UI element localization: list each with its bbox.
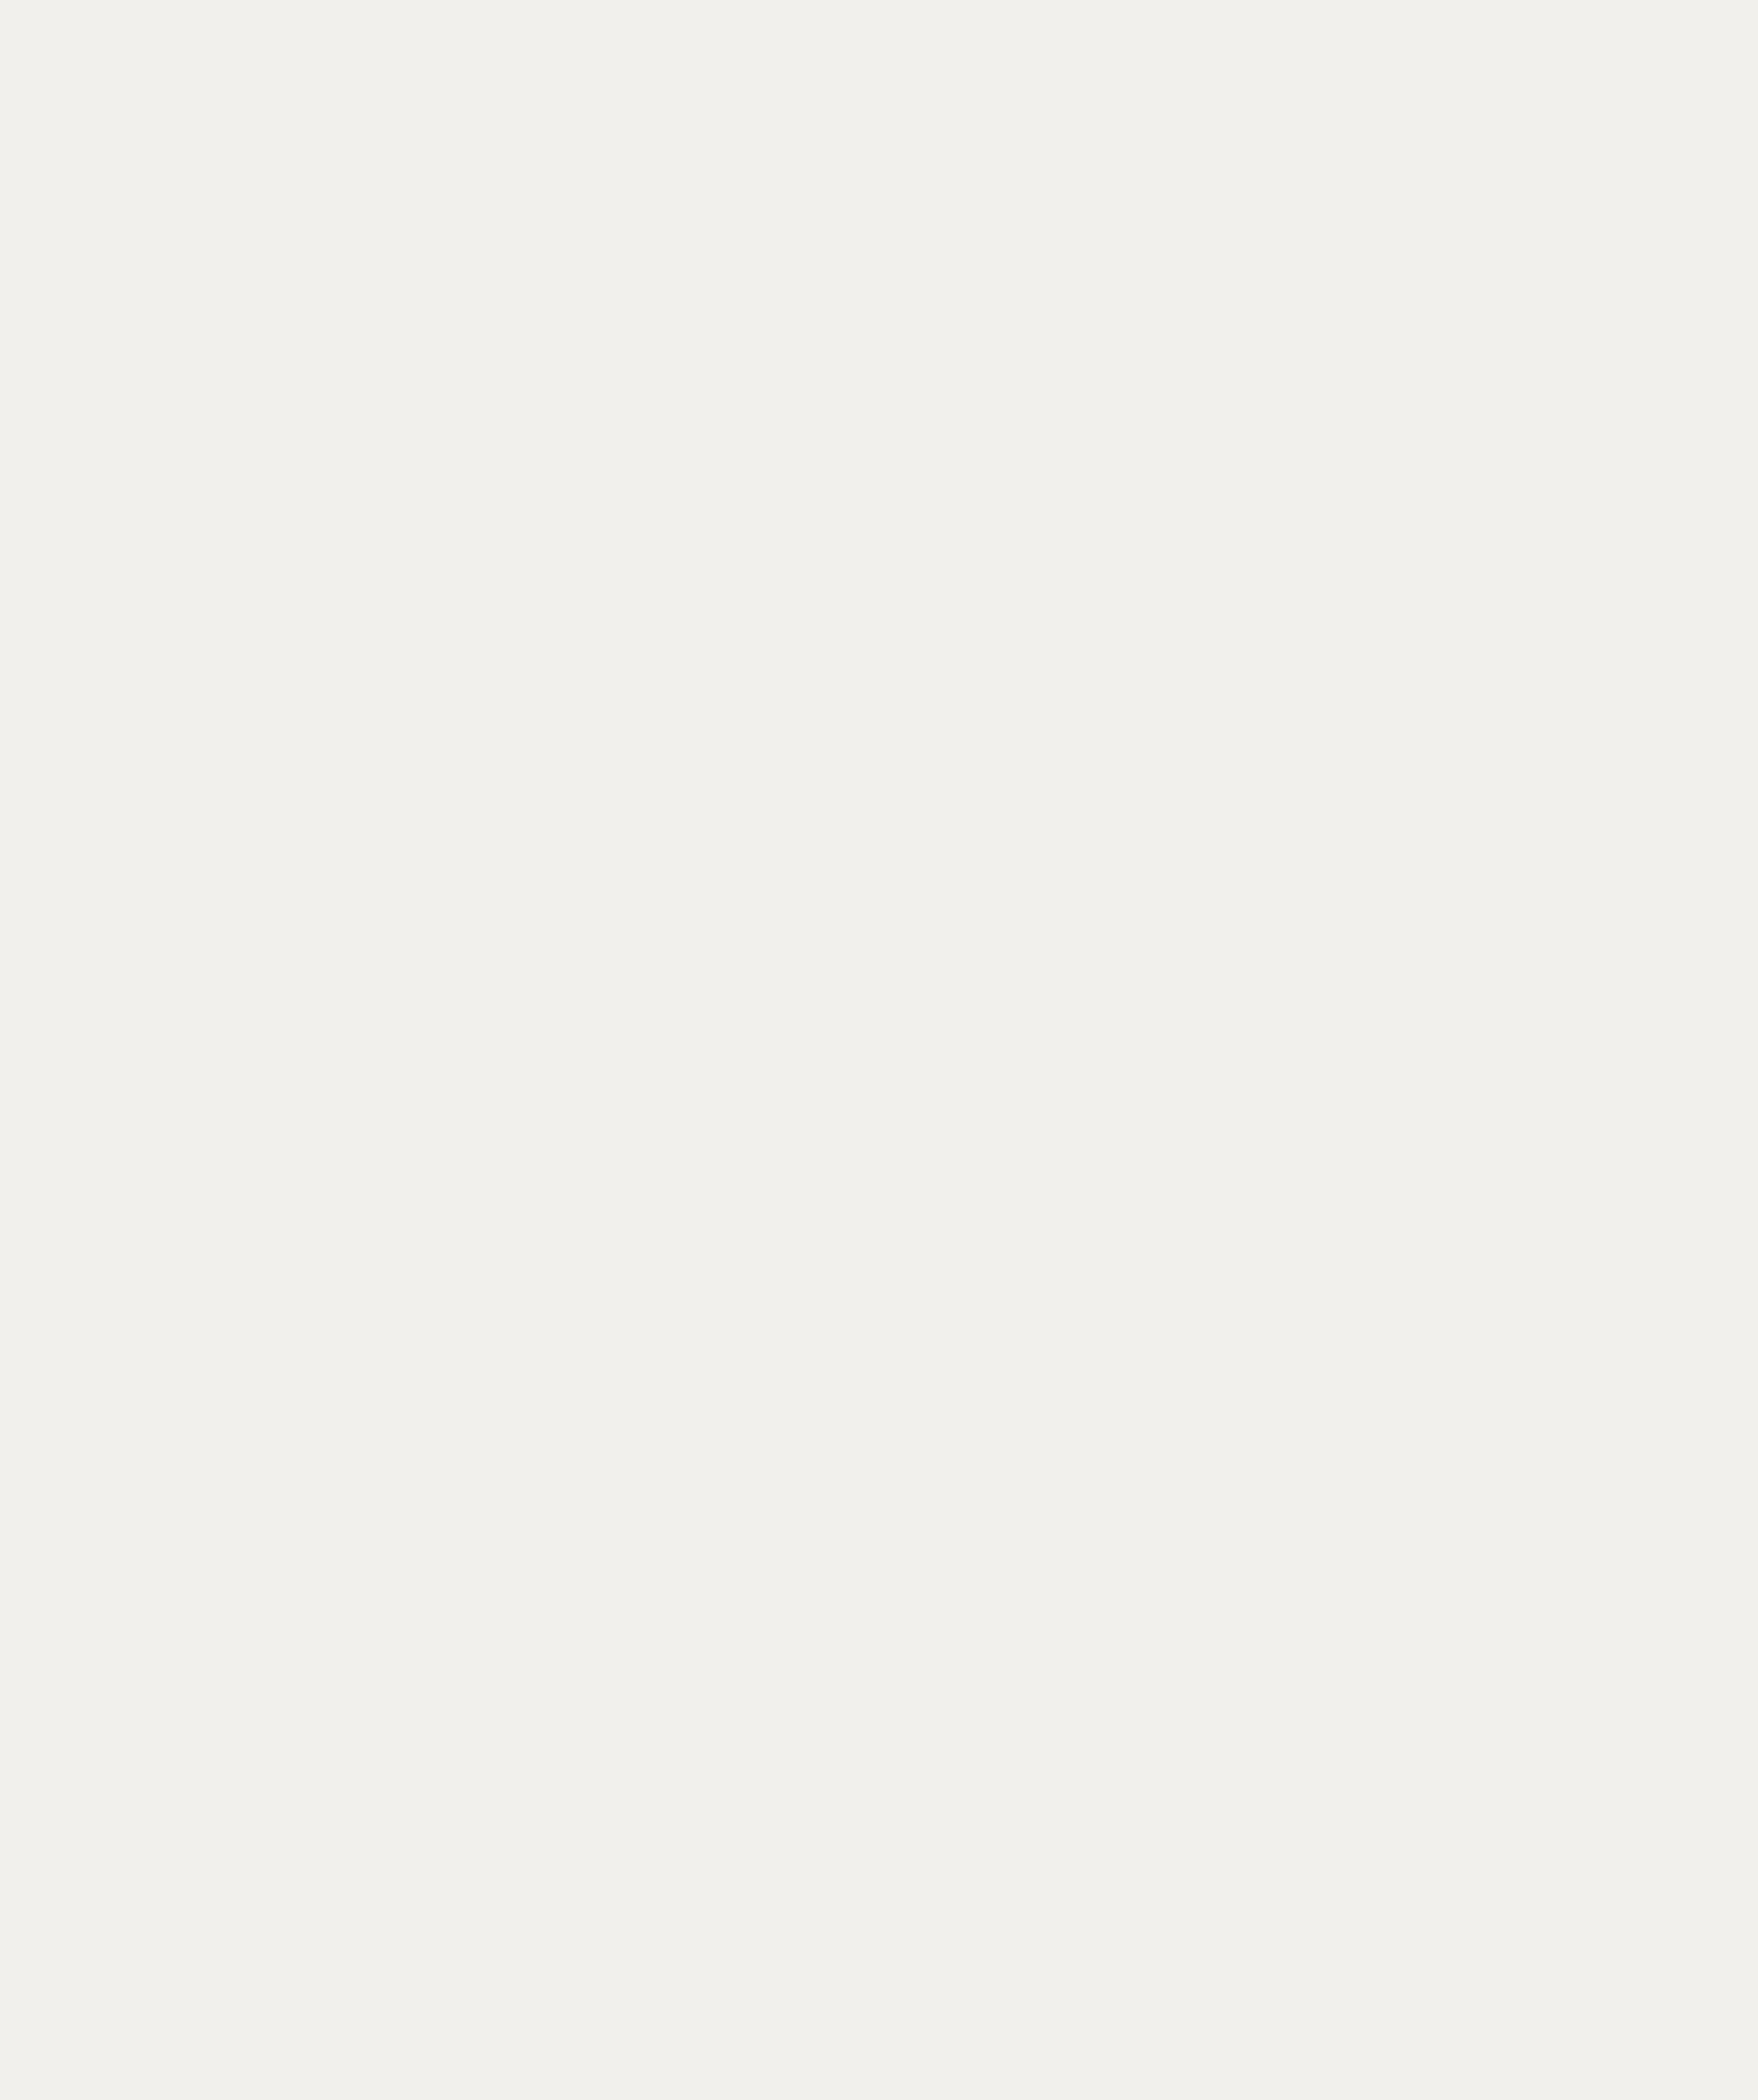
paragraph-arbeitsgemeinschaften (195, 1206, 1540, 1240)
